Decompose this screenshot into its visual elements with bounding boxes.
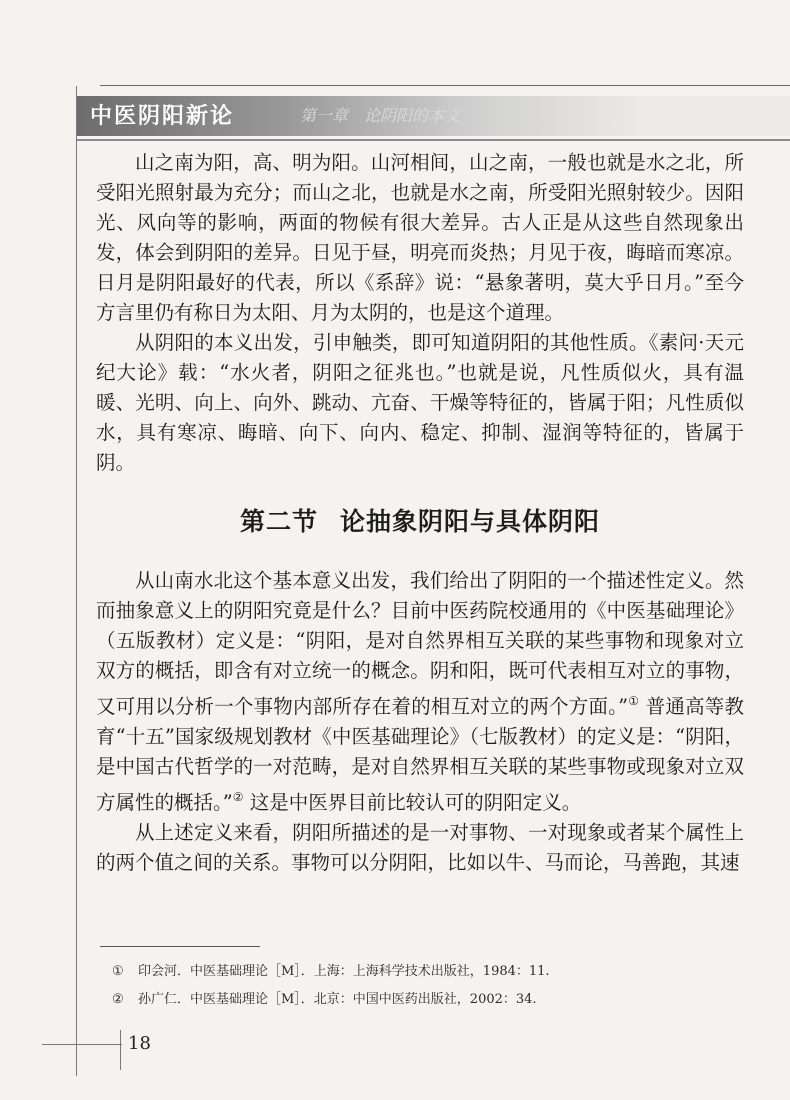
body-text [96, 148, 744, 878]
paragraph-3-part-b: 普通高等教育“十五”国家级规划教材《中医基础理论》（七版教材）的定义是：“阴阳，是中国古代哲学的一对范畴，是对自然界相互关联的某些事物或现象对立双方属性的概括。” [96, 695, 744, 814]
paragraph-4: 从上述定义来看，阴阳所描述的是一对事物、一对现象或者某个属性上的两个值之间的关系。事物可以分阴阳，比如以牛、马而论，马善跑，其速 [96, 821, 744, 874]
footnote-ref-2[interactable]: ② [232, 790, 244, 804]
page-number: 18 [128, 1033, 151, 1054]
footnote-2-text: 孙广仁．中医基础理论［M］．北京：中国中医药出版社，2002：34. [138, 992, 537, 1007]
section-number: 第二节 [239, 507, 318, 536]
footnote-rule [100, 946, 260, 947]
paragraph-1: 山之南为阳，高、明为阳。山河相间，山之南，一般也就是水之北，所受阳光照射最为充分；而山之北，也就是水之南，所受阳光照射较少。因阳光、风向等的影响，两面的物候有很大差异。古人正是从这些自然现象出发，体会到阴阳的差异。日见于昼，明亮而炎热；月见于夜，晦暗而寒凉。日月是阴阳最好的代表，所以《系辞》说：“悬象著明，莫大乎日月。”至今方言里仍有称日为太阳、月为太阴的，也是这个道理。 [96, 151, 744, 324]
paragraph-3-part-c: 这是中医界目前比较认可的阴阳定义。 [249, 791, 582, 814]
left-margin-rule [76, 86, 77, 1076]
footnote-2-mark: ② [112, 992, 124, 1007]
footnote-2 [112, 986, 752, 1014]
running-header-chapter: 第一章 论阴阳的本义 [300, 106, 461, 125]
paragraph-3-part-a: 从山南水北这个基本意义出发，我们给出了阴阳的一个描述性定义。然而抽象意义上的阴阳究竟是什么？目前中医药院校通用的《中医基础理论》（五版教材）定义是：“阴阳，是对自然界相互关联的某些事物和现象对立双方的概括，即含有对立统一的概念。阴和阳，既可代表相互对立的事物，又可用以分析一个事物内部所存在着的相互对立的两个方面。” [96, 569, 744, 718]
paragraph-2: 从阴阳的本义出发，引申触类，即可知道阴阳的其他性质。《素问·天元纪大论》载：“水火者，阴阳之征兆也。”也就是说，凡性质似火，具有温暖、光明、向上、向外、跳动、亢奋、干燥等特征的，皆属于阳；凡性质似水，具有寒凉、晦暗、向下、向内、稳定、抑制、湿润等特征的，皆属于阴。 [96, 331, 744, 474]
footnotes [112, 958, 752, 1014]
section-title: 论抽象阴阳与具体阴阳 [340, 507, 601, 536]
footnote-1 [112, 958, 752, 986]
section-heading [96, 502, 744, 542]
header-top-rule [100, 85, 790, 86]
footnote-1-mark: ① [112, 964, 124, 979]
footnote-1-text: 印会河．中医基础理论［M］．上海：上海科学技术出版社，1984：11. [138, 964, 550, 979]
page-number-rule-vertical [120, 1030, 121, 1070]
page-number-rule-horizontal [42, 1044, 122, 1045]
footnote-ref-1[interactable]: ① [628, 694, 640, 708]
paragraph-3 [96, 566, 744, 818]
running-header-title: 中医阴阳新论 [90, 103, 235, 129]
